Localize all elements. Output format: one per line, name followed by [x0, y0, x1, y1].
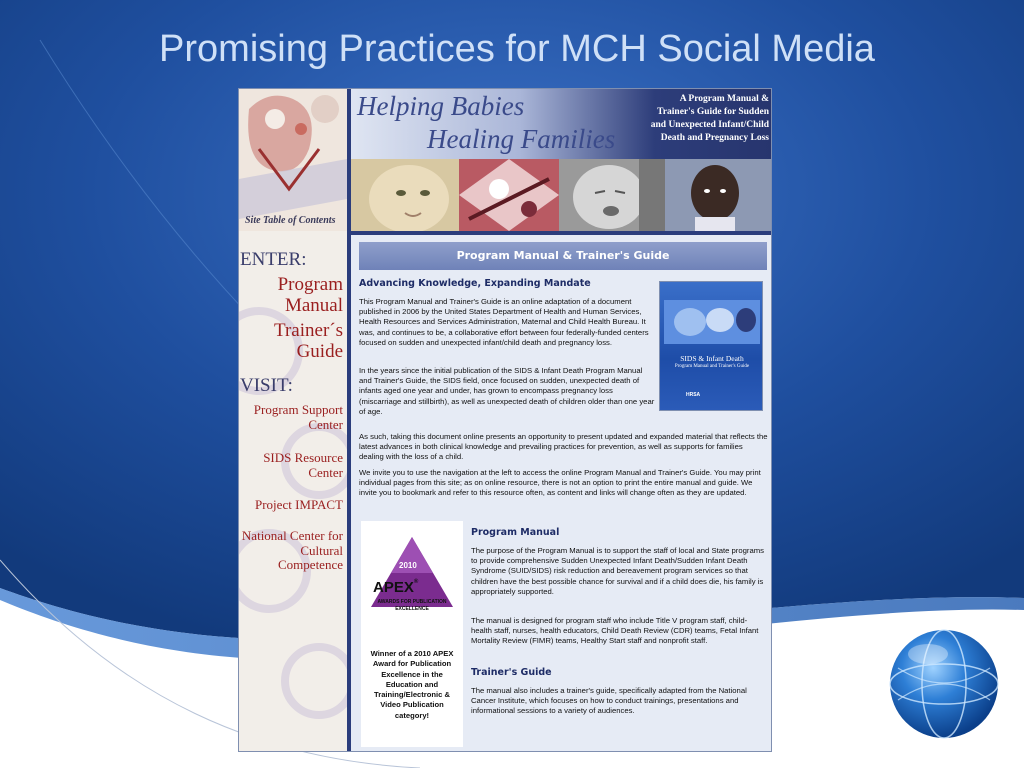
program-manual-paragraph-1: The purpose of the Program Manual is to support the staff of local and State programs to provide comprehensive Sudden Unexpected Infant Death/Sudden Infant Death Syndrome (SUID/SIDS) risk reduction and bereavement program services so that children have the best possible chance for survival and if a child does die, his family is appropriately supported.	[471, 546, 764, 596]
banner-subtitle: A Program Manual & Trainer's Guide for Sudden and Unexpected Infant/Child Death and Pregnancy Loss	[650, 94, 769, 144]
intro-paragraph-1: This Program Manual and Trainer's Guide is an online adaptation of a document published in 2006 by the United States Department of Health and Human Services, Health Resources and Services Administration, Maternal and Child Health Bureau. It was, and continues to be, a collaborative effort between four federally-funded centers focused on sudden and unexpected infant/child death and pregnancy loss.	[359, 297, 649, 347]
main-content	[351, 235, 772, 752]
nav-link-sids-resource-center[interactable]: SIDS Resource Center	[263, 450, 343, 480]
nav-link-trainers-guide[interactable]: Trainer´s Guide	[274, 320, 343, 363]
book-cover-title: SIDS & Infant Death	[680, 354, 744, 363]
apex-caption: AWARDS FOR PUBLICATION EXCELLENCE	[377, 599, 447, 612]
photo-strip	[351, 159, 772, 231]
book-cover-subtitle: Program Manual and Trainer's Guide	[674, 364, 750, 369]
site-table-of-contents-label[interactable]: Site Table of Contents	[245, 215, 336, 226]
apex-award-text: Winner of a 2010 APEX Award for Publication Excellence in the Education and Training/Electronic & Video Publication category!	[370, 649, 454, 720]
apex-year: 2010	[399, 561, 417, 570]
site-banner	[351, 89, 772, 159]
baby-photo-2	[559, 159, 665, 231]
baby-photo-1	[351, 159, 459, 231]
decorative-artwork	[239, 89, 347, 231]
visit-heading: VISIT:	[240, 375, 293, 396]
apex-wordmark: APEX®	[373, 579, 419, 596]
nav-link-project-impact[interactable]: Project IMPACT	[255, 497, 343, 512]
nav-link-national-center-cultural-competence[interactable]: National Center for Cultural Competence	[241, 528, 343, 573]
child-photo	[665, 159, 772, 231]
artwork-photo	[459, 159, 559, 231]
intro-paragraph-2: In the years since the initial publication of the SIDS & Infant Death Program Manual and Trainer's Guide, the SIDS field, once focused on sudden, unexpected death of infants aged one year and under, has grown to encompass pregnancy loss (miscarriage and stillbirth), as well as unexpected death of children older than one year of age.	[359, 366, 655, 416]
heading-advancing-knowledge: Advancing Knowledge, Expanding Mandate	[359, 278, 591, 289]
globe-icon	[888, 628, 1000, 740]
left-navigation	[239, 89, 347, 752]
hrsa-logo: HRSA	[686, 392, 701, 398]
banner-title-line1: Helping Babies	[357, 91, 525, 121]
intro-paragraph-3: As such, taking this document online presents an opportunity to present updated and expanded material that reflects the latest advances in both clinical knowledge and prevailing practices for prevention, as well as supports for families dealing with the loss of a child.	[359, 432, 768, 462]
slide-title: Promising Practices for MCH Social Media	[159, 28, 875, 70]
apex-award-box	[361, 521, 463, 747]
enter-heading: ENTER:	[240, 249, 307, 270]
trainers-guide-paragraph: The manual also includes a trainer's guide, specifically adapted from the National Cancer Institute, which focuses on how to conduct trainings, presentations and informational sessions to a variety of audiences.	[471, 686, 747, 716]
section-title-bar: Program Manual & Trainer's Guide	[359, 242, 767, 270]
banner-title-line2: Healing Families	[427, 124, 616, 154]
nav-link-program-manual[interactable]: Program Manual	[277, 274, 343, 317]
intro-paragraph-4: We invite you to use the navigation at the left to access the online Program Manual and Trainer's Guide. You may print individual pages from this site; as on online resource, there is not an option to print the entire manual and guide. We invite you to bookmark and refer to this resource often, as content and links will change often as they are updated.	[359, 468, 761, 498]
nav-link-program-support-center[interactable]: Program Support Center	[253, 402, 343, 432]
website-screenshot	[238, 88, 772, 752]
heading-trainers-guide: Trainer's Guide	[471, 667, 552, 678]
program-manual-paragraph-2: The manual is designed for program staff who include Title V program staff, child-health staff, nurses, health educators, Child Death Review (CDR) teams, Fetal Infant Mortality Review (FIMR) teams, Healthy Start staff and nonprofit staff.	[471, 616, 759, 646]
heading-program-manual: Program Manual	[471, 527, 560, 538]
book-cover-image	[659, 281, 763, 411]
